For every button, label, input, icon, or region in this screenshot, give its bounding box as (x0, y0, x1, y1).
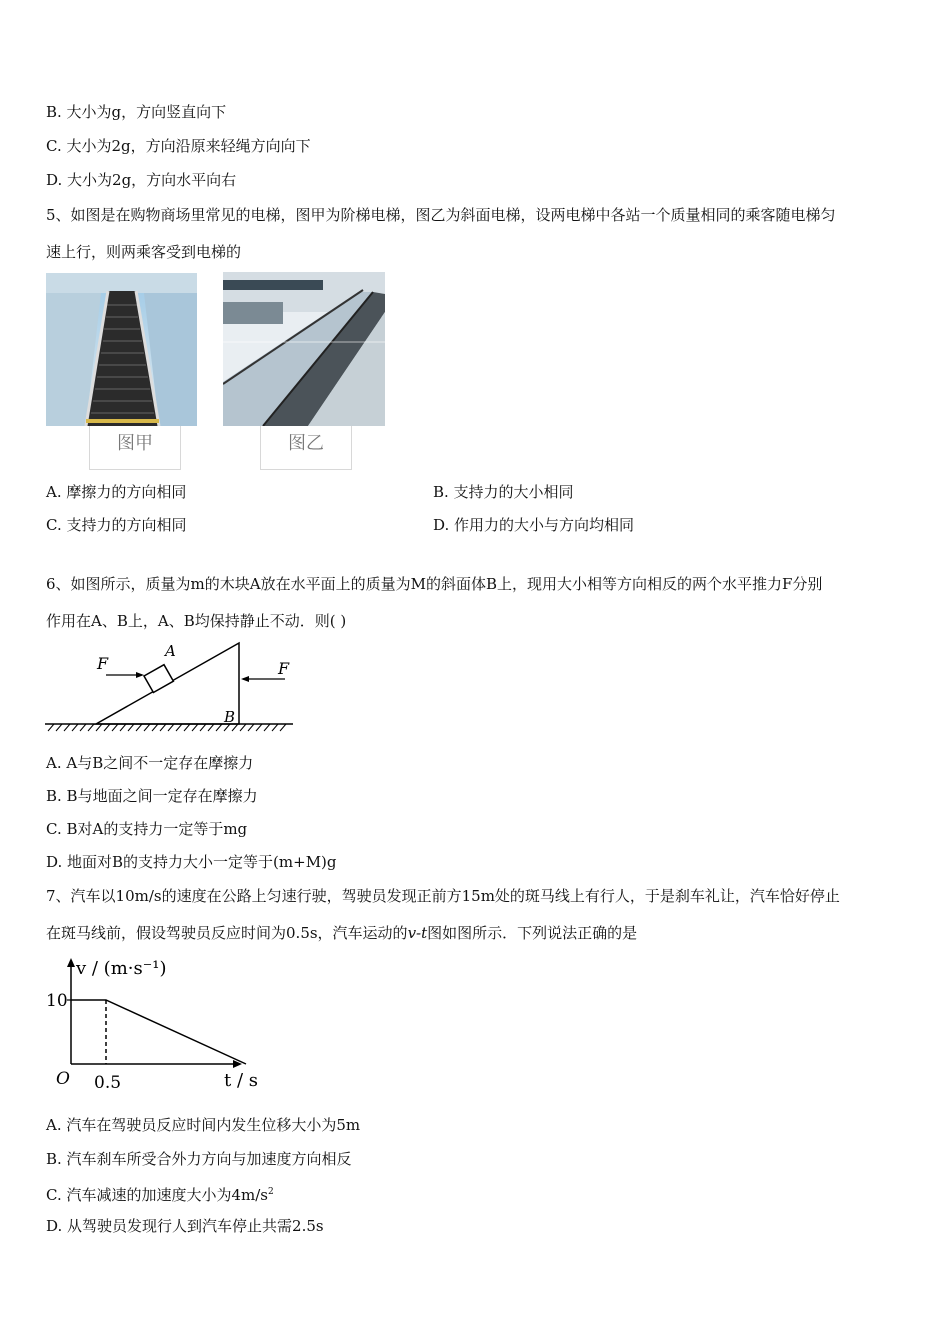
caption-a: 图甲 (89, 426, 181, 470)
series-line (71, 1000, 246, 1064)
escalator-photo-a (46, 273, 197, 426)
q5-stem-line-1: 5、如图是在购物商场里常见的电梯，图甲为阶梯电梯，图乙为斜面电梯，设两电梯中各站一个质量相同的乘客随电梯匀 (46, 206, 836, 224)
q7-stem-line-1: 7、汽车以10m/s的速度在公路上匀速行驶，驾驶员发现正前方15m处的斑马线上有行人，于是刹车礼让，汽车恰好停止 (46, 887, 840, 905)
y-axis-label: v / (m·s⁻¹) (76, 958, 167, 979)
q5-option-a: A. 摩擦力的方向相同 (46, 483, 187, 501)
vt-graph (40, 952, 270, 1094)
q5-option-c: C. 支持力的方向相同 (46, 516, 187, 534)
label-a: A (165, 642, 176, 660)
q7-option-c-sup: 2 (268, 1187, 274, 1197)
q5-option-d: D. 作用力的大小与方向均相同 (433, 516, 635, 534)
q7-stem-line-2-post: 图如图所示．下列说法正确的是 (427, 924, 638, 942)
q7-stem-line-2-vt: v-t (407, 924, 428, 942)
q7-stem-line-2-pre: 在斑马线前，假设驾驶员反应时间为0.5s，汽车运动的 (46, 924, 408, 942)
q7-option-b: B. 汽车刹车所受合外力方向与加速度方向相反 (46, 1150, 352, 1168)
escalator-photo-b (223, 272, 385, 426)
q6-option-a: A. A与B之间不一定存在摩擦力 (46, 754, 254, 772)
q7-option-a: A. 汽车在驾驶员反应时间内发生位移大小为5m (46, 1116, 361, 1134)
q6-option-d: D. 地面对B的支持力大小一定等于(m+M)g (46, 853, 337, 871)
x-tick-label: 0.5 (94, 1073, 122, 1093)
q7-option-d: D. 从驾驶员发现行人到汽车停止共需2.5s (46, 1217, 324, 1235)
q6-stem-line-2: 作用在A、B上，A、B均保持静止不动．则( ) (46, 612, 347, 630)
label-f-right: F (278, 659, 290, 678)
q5-option-b: B. 支持力的大小相同 (433, 483, 574, 501)
q5-stem-line-2: 速上行，则两乘客受到电梯的 (46, 243, 242, 261)
q7-stem-line-2 (46, 923, 637, 943)
q4-option-d: D. 大小为2g，方向水平向右 (46, 171, 237, 189)
q4-option-b: B. 大小为g，方向竖直向下 (46, 103, 227, 121)
q6-option-c: C. B对A的支持力一定等于mg (46, 820, 248, 838)
x-axis-label: t / s (224, 1070, 258, 1091)
label-b: B (224, 708, 236, 726)
q7-option-c (46, 1182, 274, 1205)
q6-option-b: B. B与地面之间一定存在摩擦力 (46, 787, 258, 805)
q4-option-c: C. 大小为2g，方向沿原来轻绳方向向下 (46, 137, 311, 155)
label-f-left: F (97, 654, 109, 673)
origin-label: O (56, 1069, 70, 1089)
q6-stem-line-1: 6、如图所示，质量为m的木块A放在水平面上的质量为M的斜面体B上，现用大小相等方向相反的两个水平推力F分别 (46, 575, 823, 593)
caption-b: 图乙 (260, 426, 352, 470)
incline-figure (40, 636, 300, 738)
q7-option-c-text: C. 汽车减速的加速度大小为4m/s (46, 1186, 268, 1204)
y-tick-label: 10 (46, 991, 68, 1011)
y-axis-arrow (67, 958, 75, 967)
block-a (144, 665, 173, 693)
